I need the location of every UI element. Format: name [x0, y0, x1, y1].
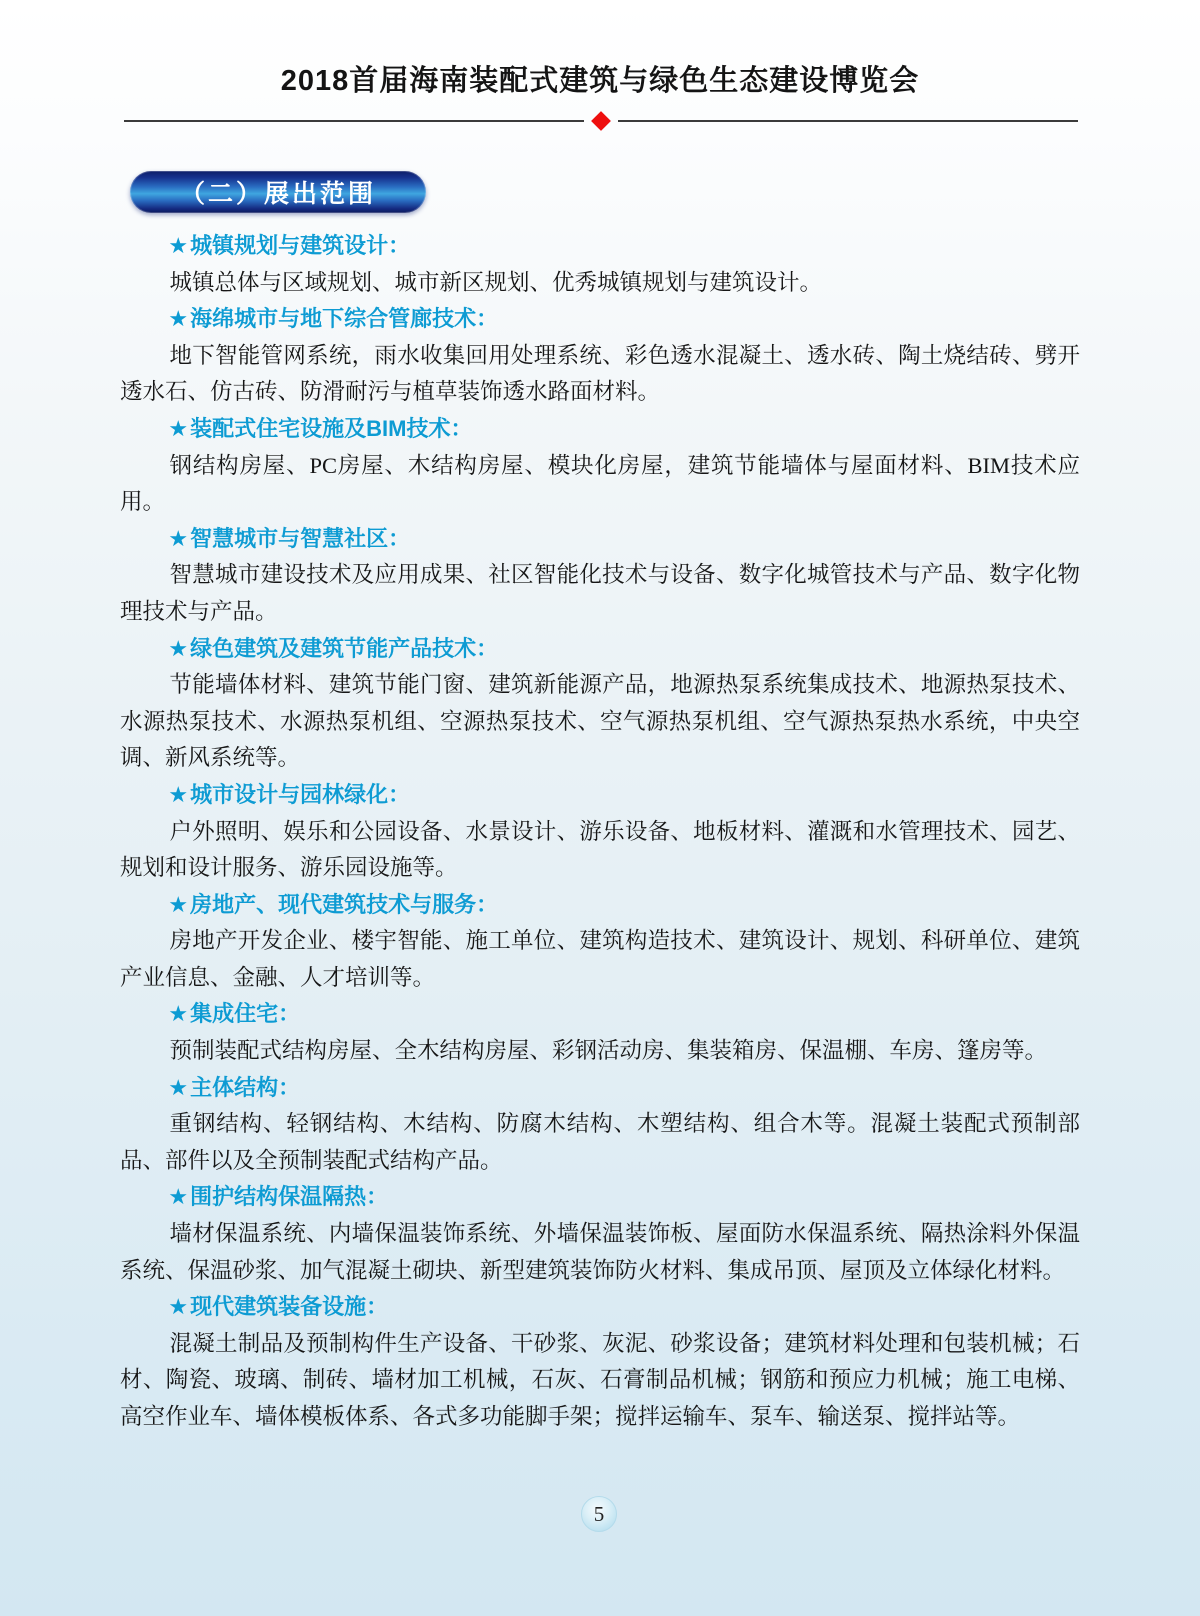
- exhibit-category: [120, 1070, 1080, 1180]
- category-description: 户外照明、娱乐和公园设备、水景设计、游乐设备、地板材料、灌溉和水管理技术、园艺、规划和设计服务、游乐园设施等。: [120, 818, 1080, 881]
- divider-line-right: [618, 120, 1078, 122]
- category-description: 房地产开发企业、楼宇智能、施工单位、建筑构造技术、建筑设计、规划、科研单位、建筑产业信息、金融、人才培训等。: [120, 928, 1080, 990]
- category-heading-text: 城镇规划与建筑设计：: [190, 233, 411, 258]
- category-description: 节能墙体材料、建筑节能门窗、建筑新能源产品，地源热泵系统集成技术、地源热泵技术、水源热泵技术、水源热泵机组、空源热泵技术、空气源热泵机组、空气源热泵热水系统，中央空调、新风系统等。: [120, 672, 1080, 771]
- category-heading-text: 绿色建筑及建筑节能产品技术：: [190, 635, 499, 661]
- exhibit-category: [120, 887, 1080, 997]
- exhibition-scope-list: [120, 228, 1080, 1436]
- star-icon: ★: [168, 1294, 189, 1320]
- exhibit-category: [120, 631, 1080, 777]
- exhibit-category: [120, 411, 1080, 521]
- star-icon: ★: [168, 233, 189, 258]
- category-heading: [120, 1179, 1080, 1216]
- category-description: 地下智能管网系统，雨水收集回用处理系统、彩色透水混凝土、透水砖、陶土烧结砖、劈开透水石、仿古砖、防滑耐污与植草装饰透水路面材料。: [120, 342, 1080, 405]
- category-heading-text: 房地产、现代建筑技术与服务：: [190, 891, 499, 917]
- star-icon: ★: [168, 306, 189, 332]
- diamond-icon: [591, 111, 611, 131]
- category-heading: [120, 996, 1080, 1033]
- star-icon: ★: [168, 891, 189, 917]
- category-heading: [120, 301, 1080, 338]
- category-heading: [120, 777, 1080, 814]
- category-heading: [120, 631, 1080, 668]
- exhibit-category: [120, 777, 1080, 887]
- category-description: 重钢结构、轻钢结构、木结构、防腐木结构、木塑结构、组合木等。混凝土装配式预制部品、部件以及全预制装配式结构产品。: [120, 1111, 1080, 1173]
- category-heading-text: 海绵城市与地下综合管廊技术：: [190, 306, 499, 332]
- star-icon: ★: [168, 781, 189, 807]
- category-heading: [120, 1070, 1080, 1107]
- category-heading: [120, 1289, 1080, 1326]
- section-badge: （二）展出范围: [130, 171, 426, 213]
- category-description: 预制装配式结构房屋、全木结构房屋、彩钢活动房、集装箱房、保温棚、车房、篷房等。: [169, 1038, 1048, 1064]
- category-heading-text: 围护结构保温隔热：: [190, 1184, 389, 1210]
- category-description: 钢结构房屋、PC房屋、木结构房屋、模块化房屋，建筑节能墙体与屋面材料、BIM技术应用。: [120, 452, 1080, 515]
- category-description: 城镇总体与区域规划、城市新区规划、优秀城镇规划与建筑设计。: [169, 269, 823, 295]
- page-number-badge: 5: [581, 1496, 617, 1532]
- divider-line-left: [124, 120, 584, 122]
- star-icon: ★: [168, 525, 189, 551]
- category-description: 混凝土制品及预制构件生产设备、干砂浆、灰泥、砂浆设备；建筑材料处理和包装机械；石材、陶瓷、玻璃、制砖、墙材加工机械，石灰、石膏制品机械；钢筋和预应力机械；施工电梯、高空作业车、墙体模板体系、各式多功能脚手架；搅拌运输车、泵车、输送泵、搅拌站等。: [120, 1330, 1080, 1429]
- category-heading: [120, 228, 1080, 265]
- header-divider: [124, 111, 1078, 131]
- exhibit-category: [120, 1289, 1080, 1435]
- exhibit-category: [120, 996, 1080, 1069]
- page-title: 2018首届海南装配式建筑与绿色生态建设博览会: [280, 65, 920, 97]
- category-heading: [120, 411, 1080, 448]
- star-icon: ★: [168, 635, 189, 661]
- exhibit-category: [120, 1179, 1080, 1289]
- category-heading-text: 集成住宅：: [190, 1001, 301, 1027]
- category-heading: [120, 521, 1080, 558]
- exhibit-category: [120, 521, 1080, 631]
- exhibit-category: [120, 228, 1080, 301]
- category-description: 墙材保温系统、内墙保温装饰系统、外墙保温装饰板、屋面防水保温系统、隔热涂料外保温系统、保温砂浆、加气混凝土砌块、新型建筑装饰防火材料、集成吊顶、屋顶及立体绿化材料。: [120, 1221, 1080, 1283]
- category-heading: [120, 887, 1080, 924]
- star-icon: ★: [168, 1074, 189, 1100]
- category-heading-text: 智慧城市与智慧社区：: [190, 525, 411, 551]
- star-icon: ★: [168, 1001, 189, 1027]
- star-icon: ★: [168, 1184, 189, 1210]
- category-heading-text: 主体结构：: [190, 1074, 301, 1100]
- exhibit-category: [120, 301, 1080, 411]
- category-description: 智慧城市建设技术及应用成果、社区智能化技术与设备、数字化城管技术与产品、数字化物理技术与产品。: [120, 562, 1080, 624]
- star-icon: ★: [168, 415, 189, 441]
- category-heading-text: 城市设计与园林绿化：: [190, 781, 411, 807]
- category-heading-text: 装配式住宅设施及BIM技术：: [190, 415, 473, 441]
- category-heading-text: 现代建筑装备设施：: [190, 1294, 389, 1320]
